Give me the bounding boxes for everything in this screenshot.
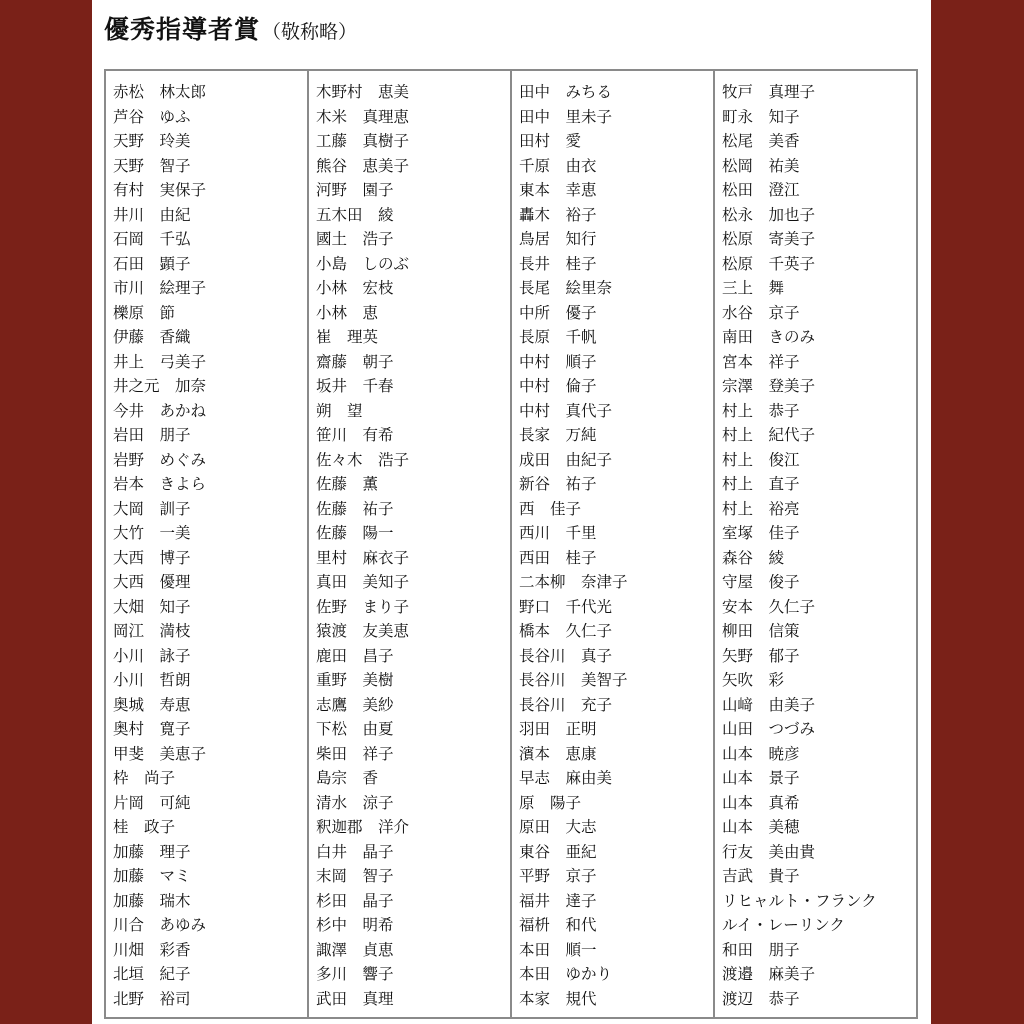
recipient-name: 佐藤 祐子: [316, 499, 394, 518]
recipient-name: 中村 倫子: [519, 377, 597, 395]
recipient-name: 奥村 寛子: [113, 720, 191, 738]
recipient-name: 松原 千英子: [722, 254, 816, 273]
recipient-name: 中村 真代子: [519, 401, 613, 420]
recipient-name: 下松 由夏: [316, 720, 394, 738]
recipient-name: 橋本 久仁子: [519, 622, 613, 640]
recipient-name: 村上 俊江: [722, 450, 800, 469]
recipient-name: 白井 晶子: [316, 842, 394, 861]
recipient-name: 小林 宏枝: [316, 279, 394, 297]
recipient-name: 芦谷 ゆふ: [113, 107, 191, 126]
recipient-name: 清水 涼子: [316, 793, 394, 812]
recipient-name: 釈迦郡 洋介: [316, 818, 410, 836]
recipient-name: 長尾 絵里奈: [519, 279, 613, 297]
recipient-name: 川合 あゆみ: [113, 916, 207, 934]
recipient-name: 安本 久仁子: [722, 597, 816, 616]
recipient-name: 笹川 有希: [316, 426, 394, 444]
recipient-name: 大西 博子: [113, 548, 191, 567]
recipient-name: 平野 京子: [519, 867, 597, 885]
recipient-name: 大畑 知子: [113, 597, 191, 616]
recipient-name: 甲斐 美恵子: [113, 744, 207, 763]
page-title: 優秀指導者賞: [104, 15, 261, 44]
recipient-name: 大西 優理: [113, 573, 191, 591]
recipient-name: 水谷 京子: [722, 303, 800, 322]
recipient-name: 井上 弓美子: [113, 352, 207, 371]
recipient-name: 木野村 恵美: [316, 83, 410, 101]
recipient-name: 杉田 晶子: [316, 891, 394, 910]
recipient-name: 木米 真理恵: [316, 107, 410, 126]
recipient-name: 西田 桂子: [519, 548, 597, 567]
name-column-2: [309, 71, 512, 1017]
recipient-name: 枠 尚子: [113, 769, 176, 787]
name-column-1: [106, 71, 309, 1017]
recipient-name: 西川 千里: [519, 524, 597, 542]
recipient-name: 長谷川 充子: [519, 695, 613, 714]
recipient-name: 小林 恵: [316, 303, 379, 322]
recipient-name: 野口 千代光: [519, 597, 613, 616]
recipient-name: 多川 響子: [316, 965, 394, 983]
recipient-name: 松岡 祐美: [722, 156, 800, 175]
recipient-name: 成田 由紀子: [519, 450, 613, 469]
recipient-name: 田中 里未子: [519, 107, 613, 126]
recipient-name: 小川 哲朗: [113, 671, 191, 689]
recipient-name: 五木田 綾: [316, 205, 394, 224]
recipient-name: 伊藤 香織: [113, 328, 191, 346]
recipient-name: 末岡 智子: [316, 867, 394, 885]
recipient-name: 長谷川 美智子: [519, 671, 628, 689]
recipient-name: 鳥居 知行: [519, 230, 597, 248]
recipient-name: 室塚 佳子: [722, 524, 800, 542]
recipient-name: 新谷 祐子: [519, 475, 597, 493]
recipient-name: 齋藤 朝子: [316, 352, 394, 371]
recipient-name: 志鷹 美紗: [316, 695, 394, 714]
recipient-name: 本田 ゆかり: [519, 965, 613, 983]
recipient-name: 真田 美知子: [316, 573, 410, 591]
recipient-name: 里村 麻衣子: [316, 548, 410, 567]
recipient-name: 熊谷 恵美子: [316, 156, 410, 175]
recipient-name: 矢野 郁子: [722, 646, 800, 665]
recipient-name: 佐々木 浩子: [316, 450, 410, 469]
recipient-name: 東谷 亜紀: [519, 842, 597, 861]
recipient-name: 大岡 訓子: [113, 499, 191, 518]
recipient-name: 北野 裕司: [113, 989, 191, 1008]
recipient-name: 松原 寄美子: [722, 230, 816, 248]
recipient-name: 山﨑 由美子: [722, 695, 816, 714]
recipient-name: 山田 つづみ: [722, 720, 816, 738]
recipient-name: 片岡 可純: [113, 793, 191, 812]
recipient-name: 原 陽子: [519, 793, 582, 812]
recipient-name: 柴田 祥子: [316, 744, 394, 763]
recipient-name: 岩本 きよら: [113, 475, 207, 493]
recipient-name: 桂 政子: [113, 818, 176, 836]
recipient-name: 村上 裕亮: [722, 499, 800, 518]
recipient-name: 國土 浩子: [316, 230, 394, 248]
recipient-name: 田中 みちる: [519, 83, 613, 101]
recipient-name: 工藤 真樹子: [316, 132, 410, 150]
recipient-name: 本家 規代: [519, 989, 597, 1008]
recipient-name: 三上 舞: [722, 279, 785, 297]
recipient-name: 石田 顕子: [113, 254, 191, 273]
recipient-name: 原田 大志: [519, 818, 597, 836]
recipient-name: 河野 園子: [316, 181, 394, 199]
recipient-name: 岩田 朋子: [113, 426, 191, 444]
recipient-name: 山本 暁彦: [722, 744, 800, 763]
recipient-name: 加藤 瑞木: [113, 891, 191, 910]
recipient-name: 佐藤 陽一: [316, 524, 394, 542]
recipient-name: 諏澤 貞恵: [316, 940, 394, 959]
recipient-name: 轟木 裕子: [519, 205, 597, 224]
recipient-name: 鹿田 昌子: [316, 646, 394, 665]
recipient-name: 赤松 林太郎: [113, 83, 207, 101]
recipient-name: 町永 知子: [722, 107, 800, 126]
recipient-name: 市川 絵理子: [113, 279, 207, 297]
recipient-name: 村上 直子: [722, 475, 800, 493]
recipient-name: 牧戸 真理子: [722, 83, 816, 101]
recipient-name: 渡辺 恭子: [722, 989, 800, 1008]
recipient-name: 和田 朋子: [722, 940, 800, 959]
recipient-name: 小島 しのぶ: [316, 254, 410, 273]
recipient-name: 長原 千帆: [519, 328, 597, 346]
recipient-name: 山本 美穂: [722, 818, 800, 836]
recipient-name: 北垣 紀子: [113, 965, 191, 983]
recipient-name: 東本 幸恵: [519, 181, 597, 199]
recipient-name: 森谷 綾: [722, 548, 785, 567]
recipient-name: 有村 実保子: [113, 181, 207, 199]
recipient-name: 福枡 和代: [519, 916, 597, 934]
recipient-name: 櫟原 節: [113, 303, 176, 322]
recipient-name: 崔 理英: [316, 328, 379, 346]
name-column-4: [715, 71, 916, 1017]
recipient-name: 西 佳子: [519, 499, 582, 518]
recipient-name: ルイ・レーリンク: [722, 916, 845, 934]
recipient-name: 中村 順子: [519, 352, 597, 371]
recipient-name: 長井 桂子: [519, 254, 597, 273]
recipient-name: 佐野 まり子: [316, 597, 410, 616]
recipient-name: 大竹 一美: [113, 524, 191, 542]
recipient-name: 二本柳 奈津子: [519, 573, 628, 591]
recipient-name: 山本 真希: [722, 793, 800, 812]
recipient-name: 井之元 加奈: [113, 377, 207, 395]
recipient-name: 坂井 千春: [316, 377, 394, 395]
recipient-name: 村上 紀代子: [722, 426, 816, 444]
recipient-name: 猿渡 友美恵: [316, 622, 410, 640]
recipient-name: 福井 達子: [519, 891, 597, 910]
recipient-name: 南田 きのみ: [722, 328, 816, 346]
recipient-name: 加藤 マミ: [113, 867, 191, 885]
recipient-name: 柳田 信策: [722, 622, 800, 640]
recipient-name: 松田 澄江: [722, 181, 800, 199]
recipient-name: 岩野 めぐみ: [113, 450, 207, 469]
recipient-name: 武田 真理: [316, 989, 394, 1008]
honorific-note: （敬称略）: [262, 21, 358, 43]
recipient-name: 加藤 理子: [113, 842, 191, 861]
recipient-name: 吉武 貴子: [722, 867, 800, 885]
recipient-name: 石岡 千弘: [113, 230, 191, 248]
recipient-name: 守屋 俊子: [722, 573, 800, 591]
recipient-name: 松永 加也子: [722, 205, 816, 224]
recipient-name: 佐藤 薫: [316, 475, 379, 493]
page-heading: [104, 10, 357, 50]
recipient-name: 中所 優子: [519, 303, 597, 322]
recipient-name: 重野 美樹: [316, 671, 394, 689]
recipient-name: 井川 由紀: [113, 205, 191, 224]
recipient-name: 田村 愛: [519, 132, 582, 150]
recipient-name: 朔 望: [316, 401, 363, 420]
recipient-name: 今井 あかね: [113, 401, 207, 420]
recipient-name: 渡邉 麻美子: [722, 965, 816, 983]
recipient-name: 濱本 恵康: [519, 744, 597, 763]
recipient-name: 松尾 美香: [722, 132, 800, 150]
recipient-name: 宮本 祥子: [722, 352, 800, 371]
recipient-name: 宗澤 登美子: [722, 377, 816, 395]
recipient-name: 山本 景子: [722, 769, 800, 787]
recipient-name: 行友 美由貴: [722, 842, 816, 861]
recipient-name: 小川 詠子: [113, 646, 191, 665]
recipient-name: 杉中 明希: [316, 916, 394, 934]
recipient-name: 羽田 正明: [519, 720, 597, 738]
recipient-name: 島宗 香: [316, 769, 379, 787]
recipient-name: 矢吹 彩: [722, 671, 785, 689]
award-sheet: [92, 0, 931, 1024]
recipient-table: [104, 69, 918, 1019]
recipient-name: 千原 由衣: [519, 156, 597, 175]
recipient-name: 長谷川 真子: [519, 646, 613, 665]
recipient-name: 天野 玲美: [113, 132, 191, 150]
recipient-name: 天野 智子: [113, 156, 191, 175]
recipient-name: 奥城 寿恵: [113, 695, 191, 714]
recipient-name: 早志 麻由美: [519, 769, 613, 787]
recipient-name: 川畑 彩香: [113, 940, 191, 959]
recipient-name: 岡江 満枝: [113, 622, 191, 640]
name-column-3: [512, 71, 715, 1017]
recipient-name: リヒャルト・フランク: [722, 891, 877, 910]
recipient-name: 長家 万純: [519, 426, 597, 444]
recipient-name: 本田 順一: [519, 940, 597, 959]
recipient-name: 村上 恭子: [722, 401, 800, 420]
